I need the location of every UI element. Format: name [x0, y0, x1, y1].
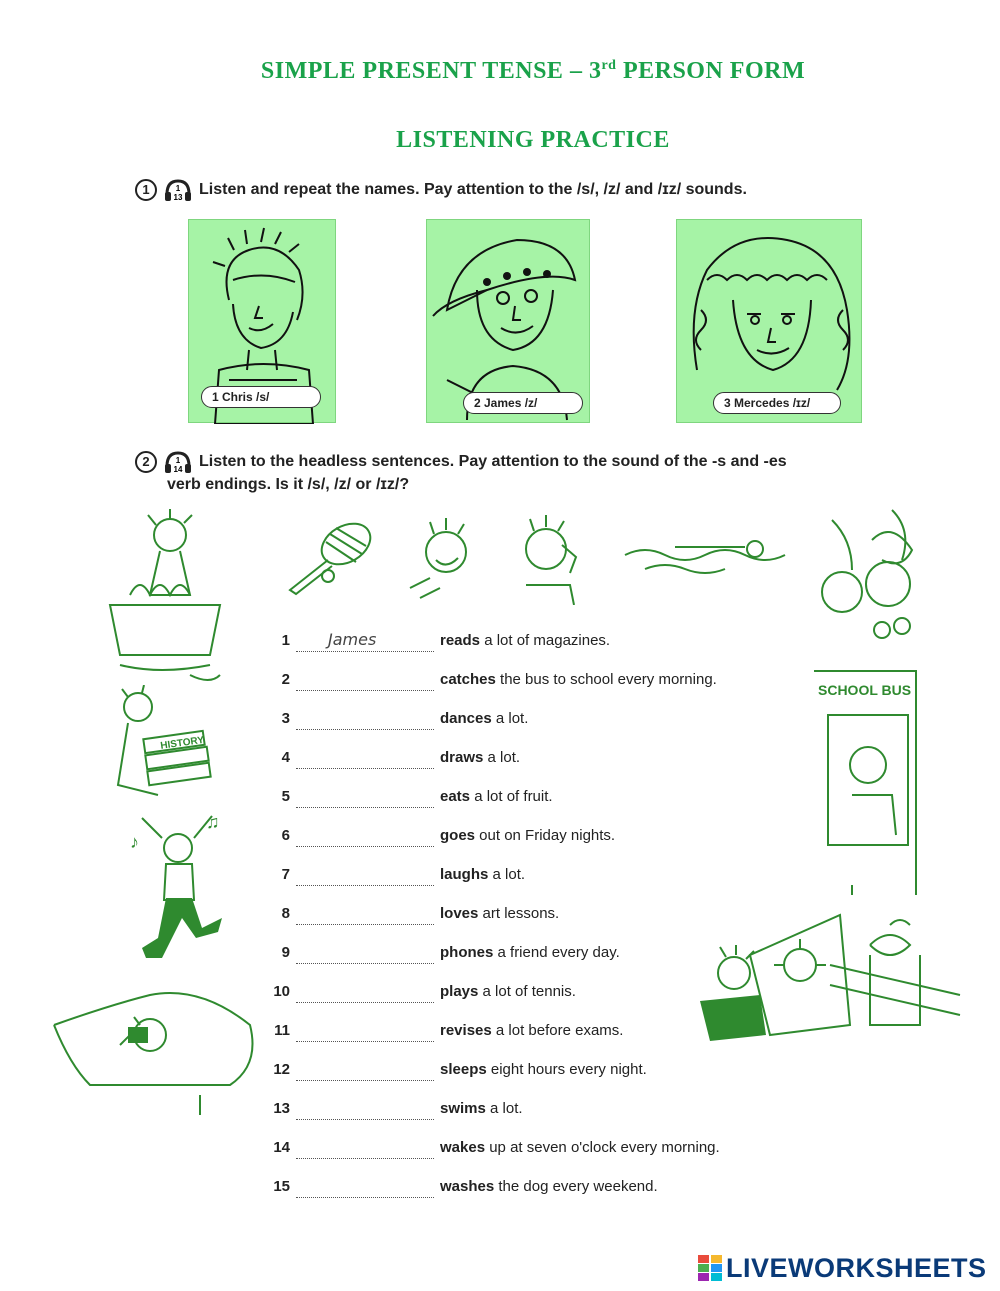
exercise2-instruction: [135, 450, 895, 496]
list-item: [260, 862, 820, 890]
list-item: [260, 823, 820, 851]
brand-name: LIVEWORKSHEETS: [726, 1252, 987, 1283]
list-item: [260, 745, 820, 773]
item-number: 2: [281, 671, 290, 688]
sentence: [440, 632, 610, 649]
answer-field[interactable]: [296, 942, 434, 964]
sentence: [440, 827, 615, 844]
verb: laughs: [440, 866, 489, 883]
sentence: [440, 983, 576, 1000]
answer-field[interactable]: [296, 825, 434, 847]
exercise1-instruction-text: Listen and repeat the names. Pay attention to the /s/, /z/ and /ɪz/ sounds.: [199, 181, 747, 199]
sentence: [440, 944, 620, 961]
item-number: 3: [281, 710, 290, 727]
portrait-label: 3 Mercedes /ɪz/: [713, 392, 841, 414]
item-number: 4: [281, 749, 290, 766]
boy-washing-dog-drawing: [100, 505, 230, 695]
sentence-rest: a lot.: [483, 749, 521, 766]
item-number: 9: [281, 944, 290, 961]
tennis-racket-icon: [280, 520, 380, 600]
portrait-label: 2 James /z/: [463, 392, 583, 414]
sentence-rest: art lessons.: [478, 905, 560, 922]
track-bottom: 14: [173, 465, 183, 474]
track-bottom: 13: [173, 193, 183, 202]
sentence: [440, 1061, 647, 1078]
sentence: [440, 749, 520, 766]
swimmer-drawing: [615, 525, 805, 585]
verb: reads: [440, 632, 481, 649]
boy-dancing-drawing: [122, 808, 232, 978]
item-number: 6: [281, 827, 290, 844]
sentence-rest: out on Friday nights.: [475, 827, 616, 844]
verb: plays: [440, 983, 479, 1000]
sentence: [440, 1100, 523, 1117]
verb: wakes: [440, 1139, 486, 1156]
sentence: [440, 1022, 623, 1039]
main-title-suffix: PERSON FORM: [616, 58, 806, 84]
sentence-rest: a lot before exams.: [491, 1022, 624, 1039]
track-top: 1: [175, 184, 181, 193]
verb: catches: [440, 671, 496, 688]
answer-field[interactable]: [296, 747, 434, 769]
item-number: 8: [281, 905, 290, 922]
boy-sleeping-drawing: [50, 985, 260, 1115]
verb: dances: [440, 710, 492, 727]
sentence-rest: a lot.: [491, 710, 529, 727]
exercise2-number: 2: [135, 451, 157, 473]
answer-field[interactable]: [296, 1059, 434, 1081]
boy-phoning-drawing: [510, 515, 590, 605]
sentence: [440, 710, 528, 727]
list-item: [260, 628, 820, 656]
exercise1-number: 1: [135, 179, 157, 201]
answer-field[interactable]: [296, 864, 434, 886]
sentence-rest: the bus to school every morning.: [495, 671, 717, 688]
logo-icon: [698, 1255, 722, 1281]
answer-field[interactable]: [296, 1137, 434, 1159]
sentence-rest: a friend every day.: [493, 944, 620, 961]
main-title-text: SIMPLE PRESENT TENSE – 3: [260, 58, 602, 84]
answer-field[interactable]: [296, 786, 434, 808]
answer-field[interactable]: [296, 1098, 434, 1120]
liveworksheets-logo: [698, 1252, 987, 1284]
sentence: [440, 671, 717, 688]
item-number: 13: [273, 1100, 290, 1117]
exercise1-instruction: [135, 178, 747, 202]
portrait-chris: [188, 219, 336, 423]
school-bus-drawing: [812, 665, 922, 900]
sentence-rest: the dog every weekend.: [494, 1178, 658, 1195]
sentence: [440, 1139, 720, 1156]
item-number: 14: [273, 1139, 290, 1156]
verb: swims: [440, 1100, 486, 1117]
verb: goes: [440, 827, 476, 844]
list-item: [260, 706, 820, 734]
item-number: 10: [273, 983, 290, 1000]
list-item: [260, 979, 820, 1007]
bus-sign: SCHOOL BUS: [818, 682, 912, 698]
svg-text:♪: ♪: [130, 832, 139, 852]
list-item: [260, 901, 820, 929]
answer-field[interactable]: [296, 1020, 434, 1042]
fruit-bowl-drawing: [812, 500, 932, 650]
list-item: [260, 784, 820, 812]
verb: phones: [440, 944, 494, 961]
answer-field[interactable]: [296, 1176, 434, 1198]
answer-field[interactable]: [296, 981, 434, 1003]
list-item: [260, 1174, 820, 1202]
sentence-rest: a lot.: [488, 866, 526, 883]
sentence-rest: up at seven o'clock every morning.: [485, 1139, 720, 1156]
boy-laughing-drawing: [400, 518, 480, 608]
list-item: [260, 1057, 820, 1085]
answer-field[interactable]: [296, 669, 434, 691]
answer-field[interactable]: [296, 903, 434, 925]
main-title-sup: rd: [601, 58, 617, 73]
answer-field[interactable]: [296, 708, 434, 730]
list-item: [260, 1135, 820, 1163]
answer-field[interactable]: James: [296, 630, 434, 652]
portrait-mercedes: [676, 219, 862, 423]
item-number: 5: [281, 788, 290, 805]
main-title: [0, 58, 1000, 85]
item-number: 15: [273, 1178, 290, 1195]
sentence-rest: a lot of magazines.: [480, 632, 611, 649]
sentence-rest: a lot of fruit.: [470, 788, 553, 805]
portrait-label: 1 Chris /s/: [201, 386, 321, 408]
verb: sleeps: [440, 1061, 487, 1078]
list-item: [260, 1018, 820, 1046]
list-item: [260, 1096, 820, 1124]
sentence-rest: a lot.: [485, 1100, 523, 1117]
verb: eats: [440, 788, 471, 805]
verb: loves: [440, 905, 479, 922]
track-top: 1: [175, 456, 181, 465]
sentence: [440, 788, 553, 805]
verb: draws: [440, 749, 484, 766]
svg-text:♫: ♫: [206, 812, 220, 832]
verb: revises: [440, 1022, 492, 1039]
exercise2-instruction-line2: verb endings. Is it /s/, /z/ or /ɪz/?: [167, 476, 410, 493]
subtitle: LISTENING PRACTICE: [396, 127, 670, 153]
sentence: [440, 1178, 658, 1195]
portrait-james: [426, 219, 590, 423]
exercise2-instruction-line1: Listen to the headless sentences. Pay attention to the sound of the -s and -es: [199, 453, 787, 471]
item-number: 7: [281, 866, 290, 883]
sentence-rest: eight hours every night.: [486, 1061, 647, 1078]
sentence: [440, 866, 525, 883]
sentence-rest: a lot of tennis.: [478, 983, 576, 1000]
headphones-icon: [163, 450, 193, 474]
book-label: HISTORY: [159, 734, 205, 752]
item-number: 11: [274, 1022, 290, 1039]
headphones-icon: [163, 178, 193, 202]
verb: washes: [440, 1178, 495, 1195]
boy-books-drawing: [108, 685, 218, 815]
sentence: [440, 905, 559, 922]
item-number: 1: [281, 632, 290, 649]
list-item: [260, 940, 820, 968]
item-number: 12: [273, 1061, 290, 1078]
list-item: [260, 667, 820, 695]
